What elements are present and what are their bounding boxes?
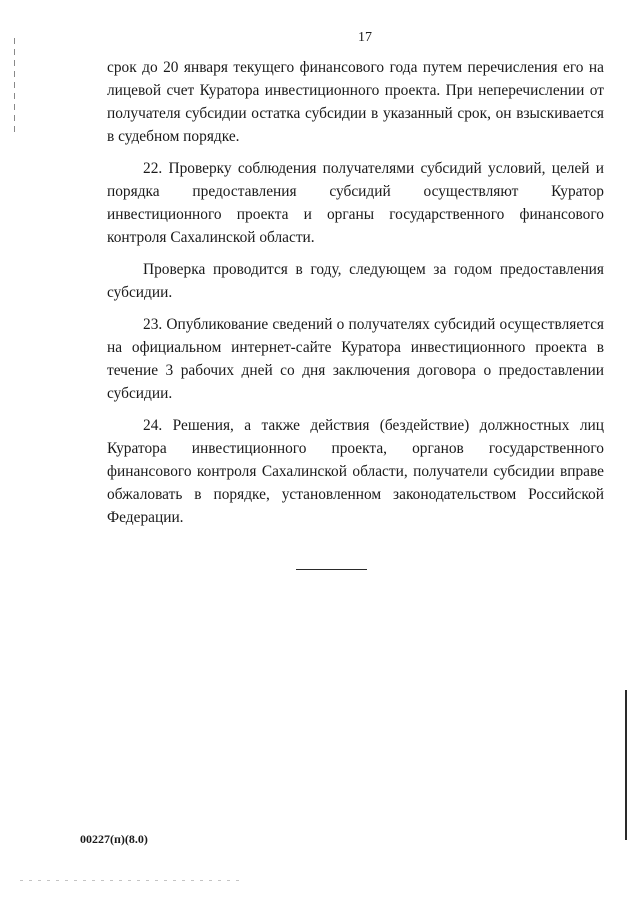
paragraph-inspection: Проверка проводится в году, следующем за годом предоставления субсидии. <box>107 261 604 301</box>
document-body <box>107 56 604 538</box>
document-footer-code: 00227(п)(8.0) <box>80 832 148 846</box>
paragraph-continuation: срок до 20 января текущего финансового года путем перечисления его на лицевой счет Куратора инвестиционного проекта. При неперечислении от получателя субсидии остатка субсидии в указанный срок, он взыскивается в судебном порядке. <box>107 59 604 145</box>
end-separator-line <box>296 569 367 570</box>
scan-edge-mark <box>625 690 627 840</box>
paragraph-24: 24. Решения, а также действия (бездействие) должностных лиц Куратора инвестиционного проекта, органов государственного финансового контроля Сахалинской области, получатели субсидии вправе обжаловать в порядке, установленном законодательством Российской Федерации. <box>107 417 604 526</box>
paragraph-22: 22. Проверку соблюдения получателями субсидий условий, целей и порядка предоставления субсидий осуществляют Куратор инвестиционного проекта и органы государственного финансового контроля Сахалинской области. <box>107 160 604 246</box>
scan-noise-mark <box>20 880 240 881</box>
paragraph-23: 23. Опубликование сведений о получателях субсидий осуществляется на официальном интернет-сайте Куратора инвестиционного проекта в течение 3 рабочих дней со дня заключения договора о предоставлении субсидии. <box>107 316 604 402</box>
scan-edge-mark <box>14 38 15 133</box>
page-number: 17 <box>358 30 372 45</box>
